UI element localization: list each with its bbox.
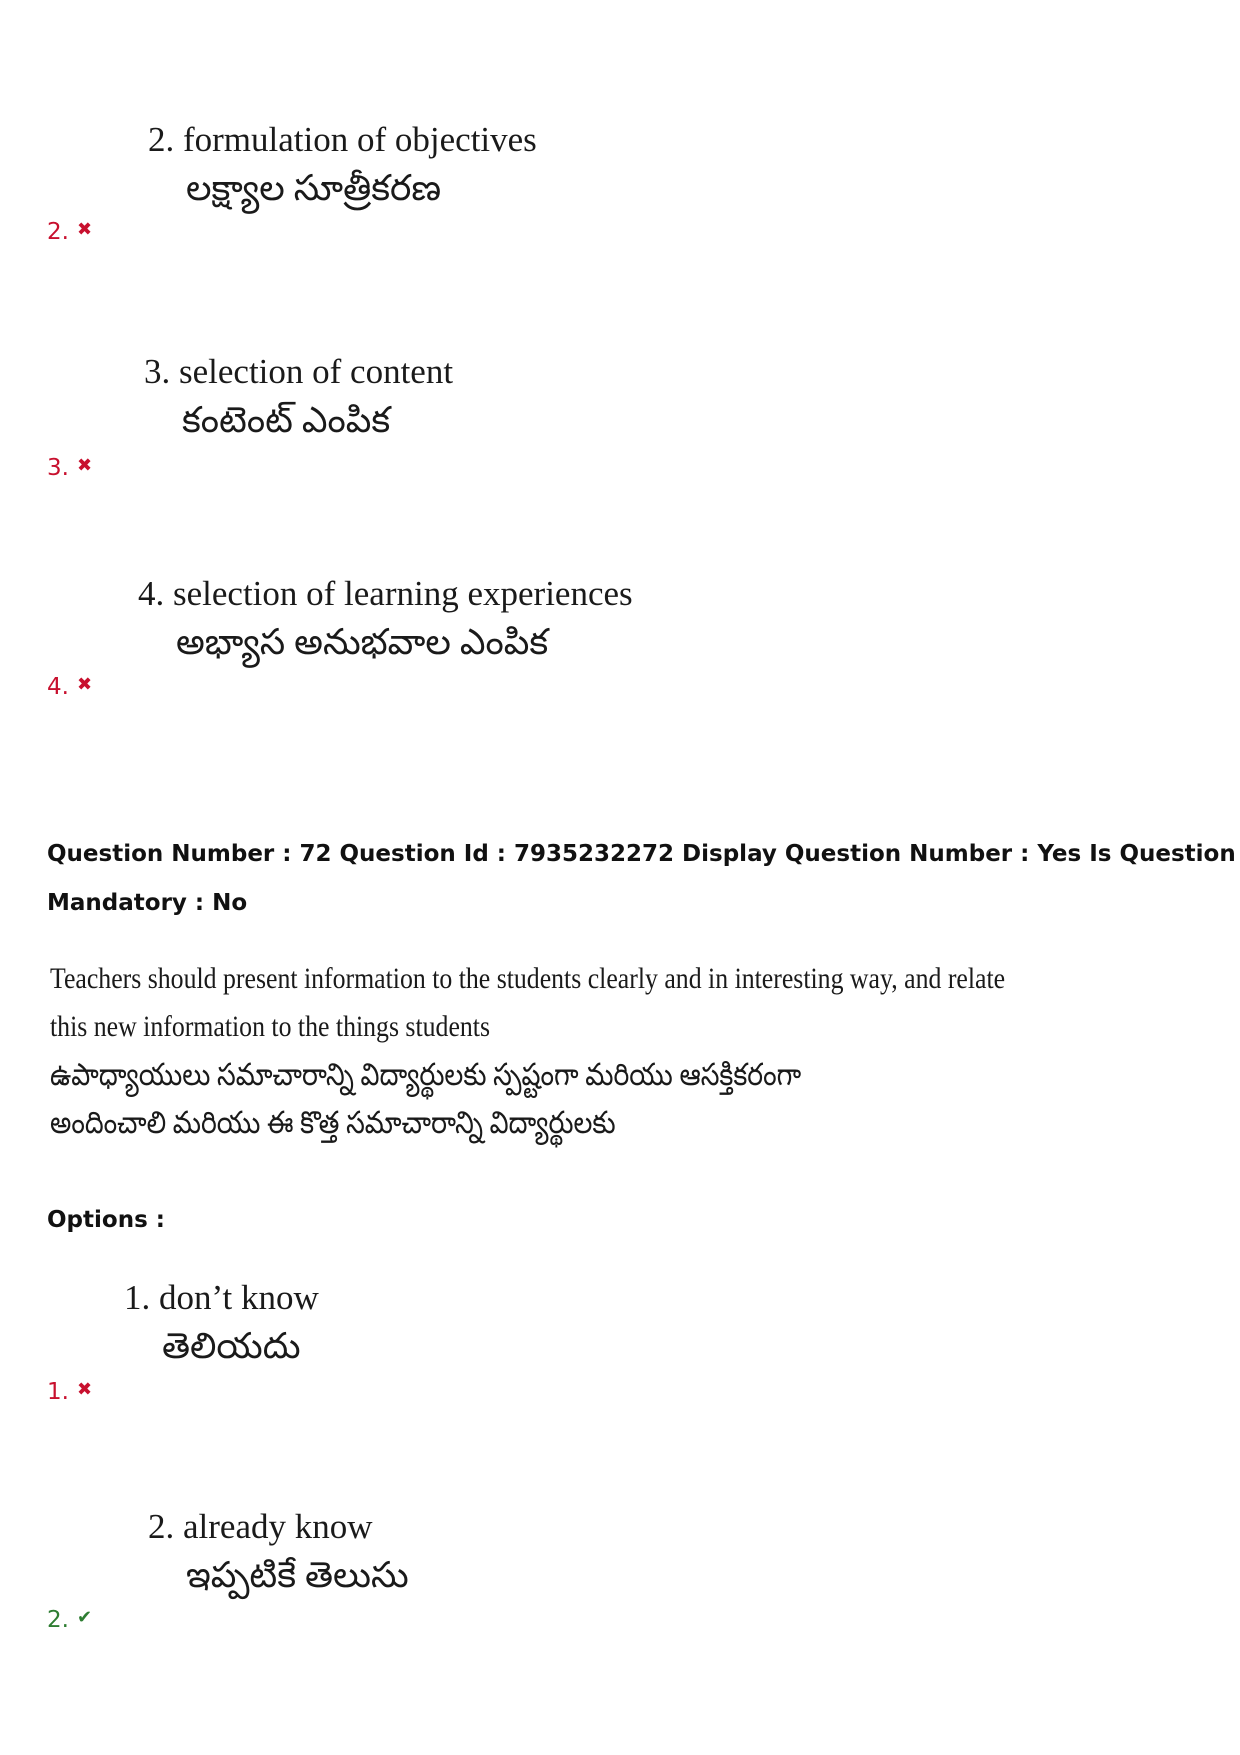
question-header-line1: Question Number : 72 Question Id : 7935232272 Display Question Number : Yes Is Question [47,841,1236,867]
cross-icon: ✖ [76,674,93,695]
question-stem-te-line2: అందించాలి మరియు ఈ కొత్త సమాచారాన్ని విద్యార్థులకు [50,1105,616,1140]
option-text-te: ఇప్పటికే తెలుసు [186,1555,409,1595]
option-image [124,1276,319,1372]
option-number: 2. [47,219,69,245]
option-text-te: అభ్యాస అనుభవాల ఎంపిక [176,622,549,662]
option-number: 1. [47,1379,69,1405]
option-text-en: 3. selection of content [144,352,454,391]
option-text-en: 4. selection of learning experiences [138,574,633,613]
option-marker [47,216,92,246]
question-header [47,830,1236,928]
options-label: Options : [47,1207,165,1233]
option-text-en: 2. formulation of objectives [148,120,537,159]
option-marker [47,671,92,701]
option-marker [47,452,92,482]
option-number: 3. [47,455,69,481]
question-stem-en-line1: Teachers should present information to the students clearly and in interesting way, and relate [50,962,1006,995]
option-text-te: లక్ష్యాల సూత్రీకరణ [186,168,442,208]
option-image [148,1505,409,1601]
option-image [148,118,537,214]
option-text-te: కంటెంట్ ఎంపిక [182,400,391,440]
cross-icon: ✖ [76,455,93,476]
option-image [144,350,453,446]
question-header-line2: Mandatory : No [47,890,248,916]
check-icon: ✔ [76,1607,93,1628]
option-text-en: 2. already know [148,1507,373,1546]
option-marker [47,1376,92,1406]
option-text-en: 1. don’t know [124,1278,319,1317]
option-text-te: తెలియదు [162,1326,301,1366]
option-marker [47,1604,92,1634]
option-number: 2. [47,1607,69,1633]
question-stem [50,955,1161,1147]
option-number: 4. [47,674,69,700]
question-stem-en-line2: this new information to the things students [50,1010,491,1043]
question-stem-te-line1: ఉపాధ్యాయులు సమాచారాన్ని విద్యార్థులకు స్పష్టంగా మరియు ఆసక్తికరంగా [50,1057,802,1092]
option-image [138,572,633,668]
cross-icon: ✖ [76,1379,93,1400]
cross-icon: ✖ [76,219,93,240]
